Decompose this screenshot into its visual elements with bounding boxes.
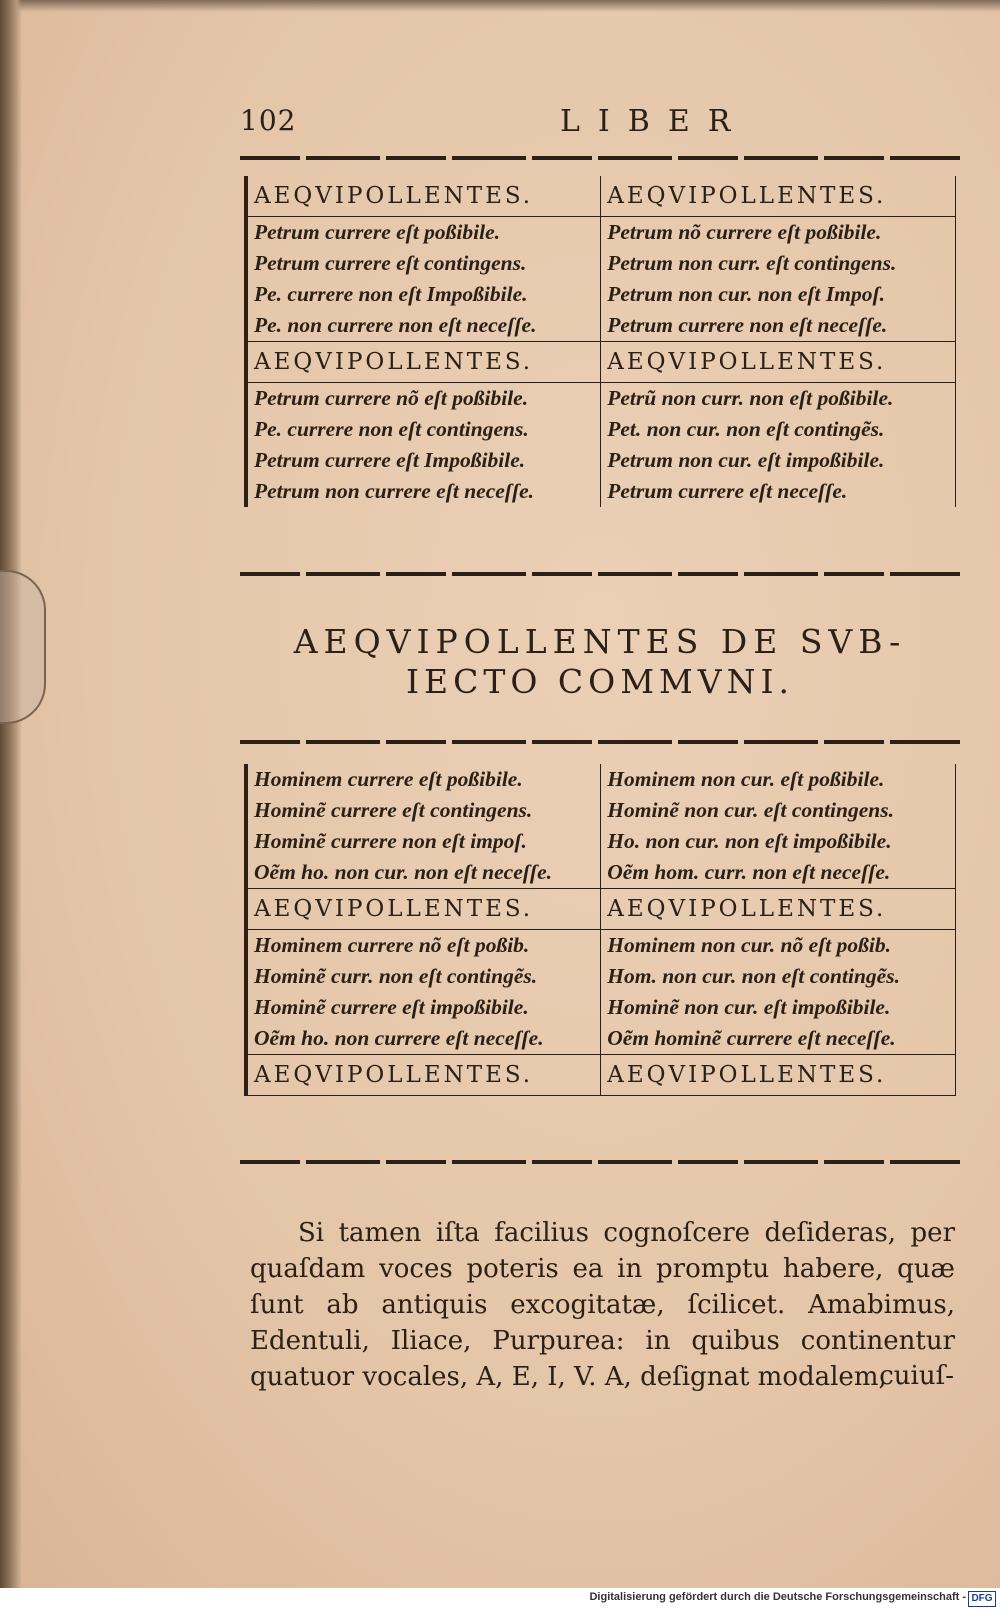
table-row bbox=[246, 476, 956, 507]
table-cell: Hom. non cur. non eſt contingẽs. bbox=[601, 961, 956, 992]
digitization-footer bbox=[0, 1588, 1000, 1609]
table-row bbox=[246, 217, 956, 249]
table-cell: Petrum currere non eſt neceſſe. bbox=[601, 310, 956, 342]
table-cell: Hominẽ currere non eſt impoſ. bbox=[246, 826, 601, 857]
table-row bbox=[246, 1023, 956, 1055]
page-top-edge bbox=[0, 0, 1000, 12]
running-title: LIBER bbox=[560, 104, 749, 139]
table-header-row bbox=[246, 176, 956, 217]
table-cell: Hominem currere eſt poßibile. bbox=[246, 764, 601, 795]
table-cell: Oẽm ho. non cur. non eſt neceſſe. bbox=[246, 857, 601, 889]
table-cell: Petrum currere nõ eſt poßibile. bbox=[246, 383, 601, 415]
table-cell: Oẽm hominẽ currere eſt neceſſe. bbox=[601, 1023, 956, 1055]
section-title-line-1: AEQVIPOLLENTES DE SVB- bbox=[293, 622, 907, 661]
table-cell: Petrum non cur. non eſt Impoſ. bbox=[601, 279, 956, 310]
table-cell: Oẽm ho. non currere eſt neceſſe. bbox=[246, 1023, 601, 1055]
table-cell: Ho. non cur. non eſt impoßibile. bbox=[601, 826, 956, 857]
table-cell: Petrum non curr. eſt contingens. bbox=[601, 248, 956, 279]
table-row bbox=[246, 383, 956, 415]
table-cell: Pe. currere non eſt contingens. bbox=[246, 414, 601, 445]
paragraph-text: Si tamen iſta facilius cognoſcere deſideras, per quaſdam voces poteris ea in promptu habere, quæ ſunt ab antiquis excogitatæ, ſcilicet. Amabimus, Edentuli, Iliace, Purpurea: in quibus continentur quatuor vocales, A, E, I, V. A, deſignat modalem, bbox=[250, 1218, 955, 1392]
table-cell: Petrum currere eſt poßibile. bbox=[246, 217, 601, 249]
table-cell: Pe. currere non eſt Impoßibile. bbox=[246, 279, 601, 310]
rule-top bbox=[240, 156, 960, 160]
table-cell: Hominẽ non cur. eſt contingens. bbox=[601, 795, 956, 826]
table-row bbox=[246, 310, 956, 342]
table-row bbox=[246, 930, 956, 962]
table-cell: Petrũ non curr. non eſt poßibile. bbox=[601, 383, 956, 415]
header-cell: AEQVIPOLLENTES. bbox=[601, 889, 956, 930]
section-title-line-2: IECTO COMMVNI. bbox=[405, 662, 795, 701]
section-title bbox=[240, 622, 960, 702]
table-row bbox=[246, 764, 956, 795]
table-cell: Hominem non cur. eſt poßibile. bbox=[601, 764, 956, 795]
page-left-edge bbox=[0, 0, 22, 1588]
body-paragraph bbox=[250, 1215, 955, 1395]
header-cell: AEQVIPOLLENTES. bbox=[246, 1055, 601, 1096]
footer-credit: Digitalisierung gefördert durch die Deutsche Forschungsgemeinschaft - bbox=[589, 1591, 966, 1603]
table-row bbox=[246, 795, 956, 826]
table-cell: Petrum currere eſt Impoßibile. bbox=[246, 445, 601, 476]
catchword: cuiuſ- bbox=[879, 1361, 954, 1391]
table-cell: Hominẽ curr. non eſt contingẽs. bbox=[246, 961, 601, 992]
rule-before-table-2 bbox=[240, 740, 960, 744]
table-row bbox=[246, 826, 956, 857]
table-cell: Hominẽ currere eſt impoßibile. bbox=[246, 992, 601, 1023]
page-number: 102 bbox=[240, 104, 297, 137]
equivalents-table-2 bbox=[244, 764, 956, 1096]
table-row bbox=[246, 248, 956, 279]
table-cell: Hominem currere nõ eſt poßib. bbox=[246, 930, 601, 962]
table-cell: Petrum currere eſt contingens. bbox=[246, 248, 601, 279]
table-row bbox=[246, 279, 956, 310]
table-cell: Hominẽ non cur. eſt impoßibile. bbox=[601, 992, 956, 1023]
table-cell: Pe. non currere non eſt neceſſe. bbox=[246, 310, 601, 342]
binding-clasp bbox=[0, 570, 46, 724]
header-cell: AEQVIPOLLENTES. bbox=[601, 176, 956, 217]
header-cell: AEQVIPOLLENTES. bbox=[246, 176, 601, 217]
table-cell: Oẽm hom. curr. non eſt neceſſe. bbox=[601, 857, 956, 889]
dfg-logo: DFG bbox=[968, 1591, 996, 1607]
table-row bbox=[246, 445, 956, 476]
table-cell: Hominẽ currere eſt contingens. bbox=[246, 795, 601, 826]
equivalents-table-1 bbox=[244, 176, 956, 507]
table-row bbox=[246, 961, 956, 992]
running-head bbox=[240, 104, 960, 144]
table-cell: Petrum non currere eſt neceſſe. bbox=[246, 476, 601, 507]
header-cell: AEQVIPOLLENTES. bbox=[601, 342, 956, 383]
rule-after-table-2 bbox=[240, 1160, 960, 1164]
header-cell: AEQVIPOLLENTES. bbox=[246, 889, 601, 930]
table-row bbox=[246, 857, 956, 889]
header-cell: AEQVIPOLLENTES. bbox=[246, 342, 601, 383]
table-cell: Petrum currere eſt neceſſe. bbox=[601, 476, 956, 507]
table-cell: Petrum nõ currere eſt poßibile. bbox=[601, 217, 956, 249]
table-row bbox=[246, 414, 956, 445]
table-row bbox=[246, 992, 956, 1023]
table-cell: Pet. non cur. non eſt contingẽs. bbox=[601, 414, 956, 445]
table-header-row bbox=[246, 1055, 956, 1096]
table-cell: Hominem non cur. nõ eſt poßib. bbox=[601, 930, 956, 962]
header-cell: AEQVIPOLLENTES. bbox=[601, 1055, 956, 1096]
rule-after-table-1 bbox=[240, 572, 960, 576]
table-header-row bbox=[246, 889, 956, 930]
table-cell: Petrum non cur. eſt impoßibile. bbox=[601, 445, 956, 476]
table-header-row bbox=[246, 342, 956, 383]
